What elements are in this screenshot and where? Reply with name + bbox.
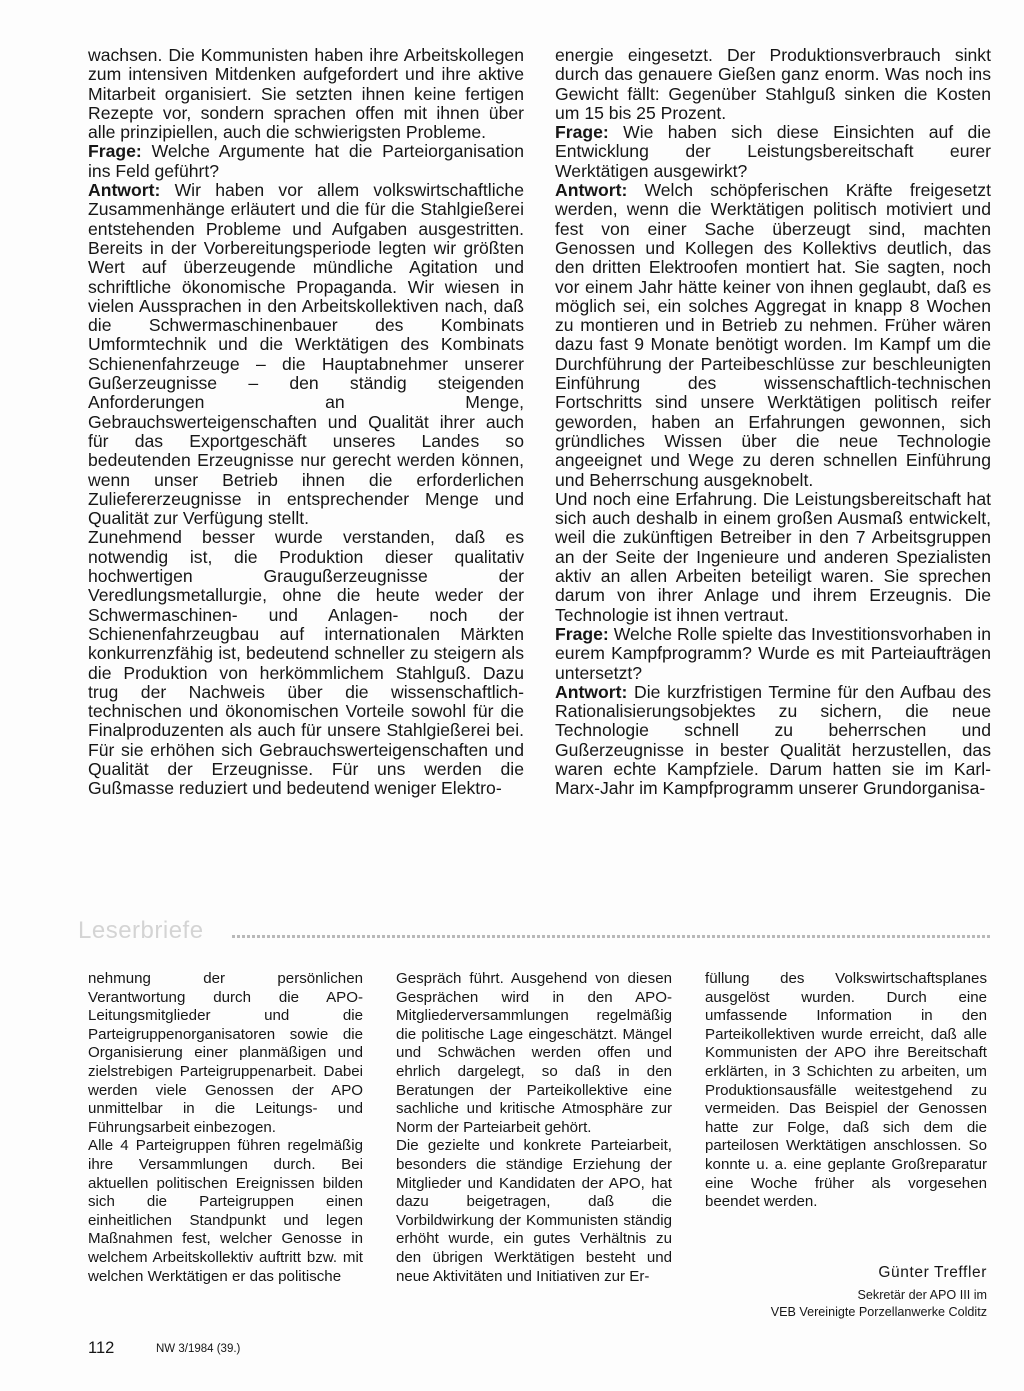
section-divider [232,935,990,938]
author-role [705,1287,987,1321]
author-role-line: Sekretär der APO III im [857,1288,987,1302]
question-paragraph: Frage: Welche Argumente hat die Parteiorganisation ins Feld geführt? [88,141,524,181]
question-label: Frage: [555,122,609,143]
letter-column-2 [396,970,672,1286]
author-name: Günter Treffler [878,1264,987,1281]
letter-column-1 [88,970,363,1286]
issue-label: NW 3/1984 (39.) [156,1343,241,1355]
paragraph: Die gezielte und konkrete Parteiarbeit, besonders die ständige Erziehung der Mitglieder und Kandidaten der APO, hat dazu beigetragen, daß die Vorbildwirkung der Kommunisten ständig erhöht wurde, ein gutes Verhältnis zu den übrigen Werktätigen besteht und neue Aktivitäten und Initiativen zur Er- [396,1137,672,1285]
paragraph: Alle 4 Parteigruppen führen regelmäßig ihre Versammlungen durch. Bei aktuellen politischen Ereignissen bilden sich die Parteigruppen einen einheitlichen Standpunkt und legen Maßnahmen fest, welcher Genosse in welchem Arbeitskollektiv auftritt bzw. mit welchen Werktätigen er das politische [88,1137,363,1285]
answer-label: Antwort: [555,180,628,201]
question-label: Frage: [88,141,142,162]
paragraph: füllung des Volkswirtschaftsplanes ausgelöst wurden. Durch eine umfassende Information in den Parteikollektiven wurde erreicht, daß alle Kommunisten der APO ihre Bereitschaft erklärten, in 3 Schichten zu arbeiten, um Produktionsausfälle weitestgehend zu vermeiden. Das Beispiel der Genossen hatte zur Folge, daß sich dem die parteilosen Werktätigen anschlossen. So konnte u. a. eine geplante Großreparatur eine Woche früher als vorgesehen beendet werden. [705,970,987,1211]
answer-paragraph: Antwort: Welch schöpferischen Kräfte freigesetzt werden, wenn die Werktätigen politisch motiviert und fest von einer Sache überzeugt sind, machten Genossen und Kollegen des Kollektivs deutlich, das den dritten Elektroofen montiert hat. Sie sagten, noch vor einem Jahr hätte keiner von ihnen geglaubt, daß es möglich sei, ein solches Aggregat in knapp 8 Wochen zu montieren und in Betrieb zu nehmen. Früher wären dazu fast 9 Monate benötigt worden. Im Kampf um die Durchführung der Parteibeschlüsse zur beschleunigten Einführung des wissenschaftlich-technischen Fortschritts sind unsere Werktätigen politisch reifer geworden, haben an Erfahrungen gewonnen, sich gründliches Wissen über die neue Technologie angeeignet und Wege zu deren schnellen Einführung und Beherrschung ausgeknobelt. [555,180,991,490]
paragraph: wachsen. Die Kommunisten haben ihre Arbeitskollegen zum intensiven Mitdenken aufgefordert und ihre aktive Mitarbeit organisiert. Sie setzten ihnen keine fertigen Rezepte vor, sondern sprachen offen mit ihnen über alle prinzipiellen, auch die schwierigsten Probleme. [88,45,524,143]
paragraph: Und noch eine Erfahrung. Die Leistungsbereitschaft hat sich auch deshalb in einem großen Ausmaß entwickelt, weil die zukünftigen Betreiber in den 7 Arbeitsgruppen an der Seite der Ingenieure und anderen Spezialisten aktiv an allen Arbeiten beteiligt waren. Sie sprechen darum von ihrer Anlage und ihrem Erzeugnis. Die Technologie ist ihnen vertraut. [555,488,991,625]
page-number: 112 [88,1339,115,1357]
question-paragraph: Frage: Wie haben sich diese Einsichten auf die Entwicklung der Leistungsbereitschaft eurer Werktätigen ausgewirkt? [555,122,991,181]
answer-paragraph: Antwort: Wir haben vor allem volkswirtschaftliche Zusammenhänge erläutert und die für die Stahlgießerei entstehenden Probleme und Aufgaben ausgestritten. Bereits in der Vorbereitungsperiode legten wir größten Wert auf überzeugende mündliche Agitation und schriftliche ökonomische Propaganda. Wir wiesen in vielen Aussprachen in den Arbeitskollektiven nach, daß die Schwermaschinenbauer des Kombinats Umformtechnik und die Werktätigen des Kombinats Schienenfahrzeuge – die Hauptabnehmer unserer Gußerzeugnisse – den ständig steigenden Anforderungen an Menge, Gebrauchswerteigenschaften und Qualität ihrer auch für das Exportgeschäft unseres Landes so bedeutenden Erzeugnisse nur gerecht werden können, wenn unser Betrieb ihnen die erforderlichen Zuliefererzeugnisse in entsprechender Menge und Qualität zur Verfügung stellt. [88,180,524,529]
letter-column-3 [705,970,987,1212]
paragraph: Zunehmend besser wurde verstanden, daß es notwendig ist, die Produktion dieser qualitativ hochwertigen Graugußerzeugnisse der Veredlungsmetallurgie, ohne die heute weder der Schwermaschinen- und Anlagen- noch der Schienenfahrzeugbau auf internationalen Märkten konkurrenzfähig ist, bedeutend schneller zu steigern als die Produktion von herkömmlichem Stahlguß. Dazu trug der Nachweis über die wissenschaftlich-technischen und ökonomischen Vorteile sowohl für die Finalproduzenten als auch für unsere Stahlgießerei bei. Für sie erhöhen sich Gebrauchswerteigenschaften und Qualität der Erzeugnisse. Für uns werden die Gußmasse reduziert und bedeutend weniger Elektro- [88,527,524,799]
question-paragraph: Frage: Welche Rolle spielte das Investitionsvorhaben in eurem Kampfprogramm? Wurde es mit Parteiaufträgen untersetzt? [555,623,991,683]
article-column-right [555,46,991,799]
paragraph: Gespräch führt. Ausgehend von diesen Gesprächen wird in den APO-Mitgliederversammlungen regelmäßig die politische Lage eingeschätzt. Mängel und Schwächen werden offen und ehrlich dargelegt, so daß in den Beratungen der Parteikollektive eine sachliche und kritische Atmosphäre zur Norm der Parteiarbeit gehört. [396,970,672,1136]
answer-label: Antwort: [555,681,628,702]
author-role-line: VEB Vereinigte Porzellanwerke Colditz [770,1305,987,1319]
paragraph: energie eingesetzt. Der Produktionsverbrauch sinkt durch das genauere Gießen ganz enorm. Was noch ins Gewicht fällt: Gegenüber Stahlguß sinken die Kosten um 15 bis 25 Prozent. [555,45,991,123]
section-title: Leserbriefe [78,917,204,944]
paragraph: nehmung der persönlichen Verantwortung durch die APO-Leitungsmitglieder und die Parteigruppenorganisatoren sowie die Organisierung einer planmäßigen und zielstrebigen Parteigruppenarbeit. Dabei werden viele Genossen der APO unmittelbar in die Leitungs- und Führungsarbeit einbezogen. [88,970,363,1136]
question-label: Frage: [555,623,609,644]
answer-label: Antwort: [88,180,161,201]
section-header [78,913,990,953]
article-column-left [88,46,524,799]
answer-paragraph: Antwort: Die kurzfristigen Termine für den Aufbau des Rationalisierungsobjektes zu sichern, die neue Technologie schnell zu beherrschen und Gußerzeugnisse in bester Qualität herzustellen, das waren echte Kampfziele. Darum hatten sie im Karl-Marx-Jahr im Kampfprogramm unserer Grundorganisa- [555,681,991,799]
